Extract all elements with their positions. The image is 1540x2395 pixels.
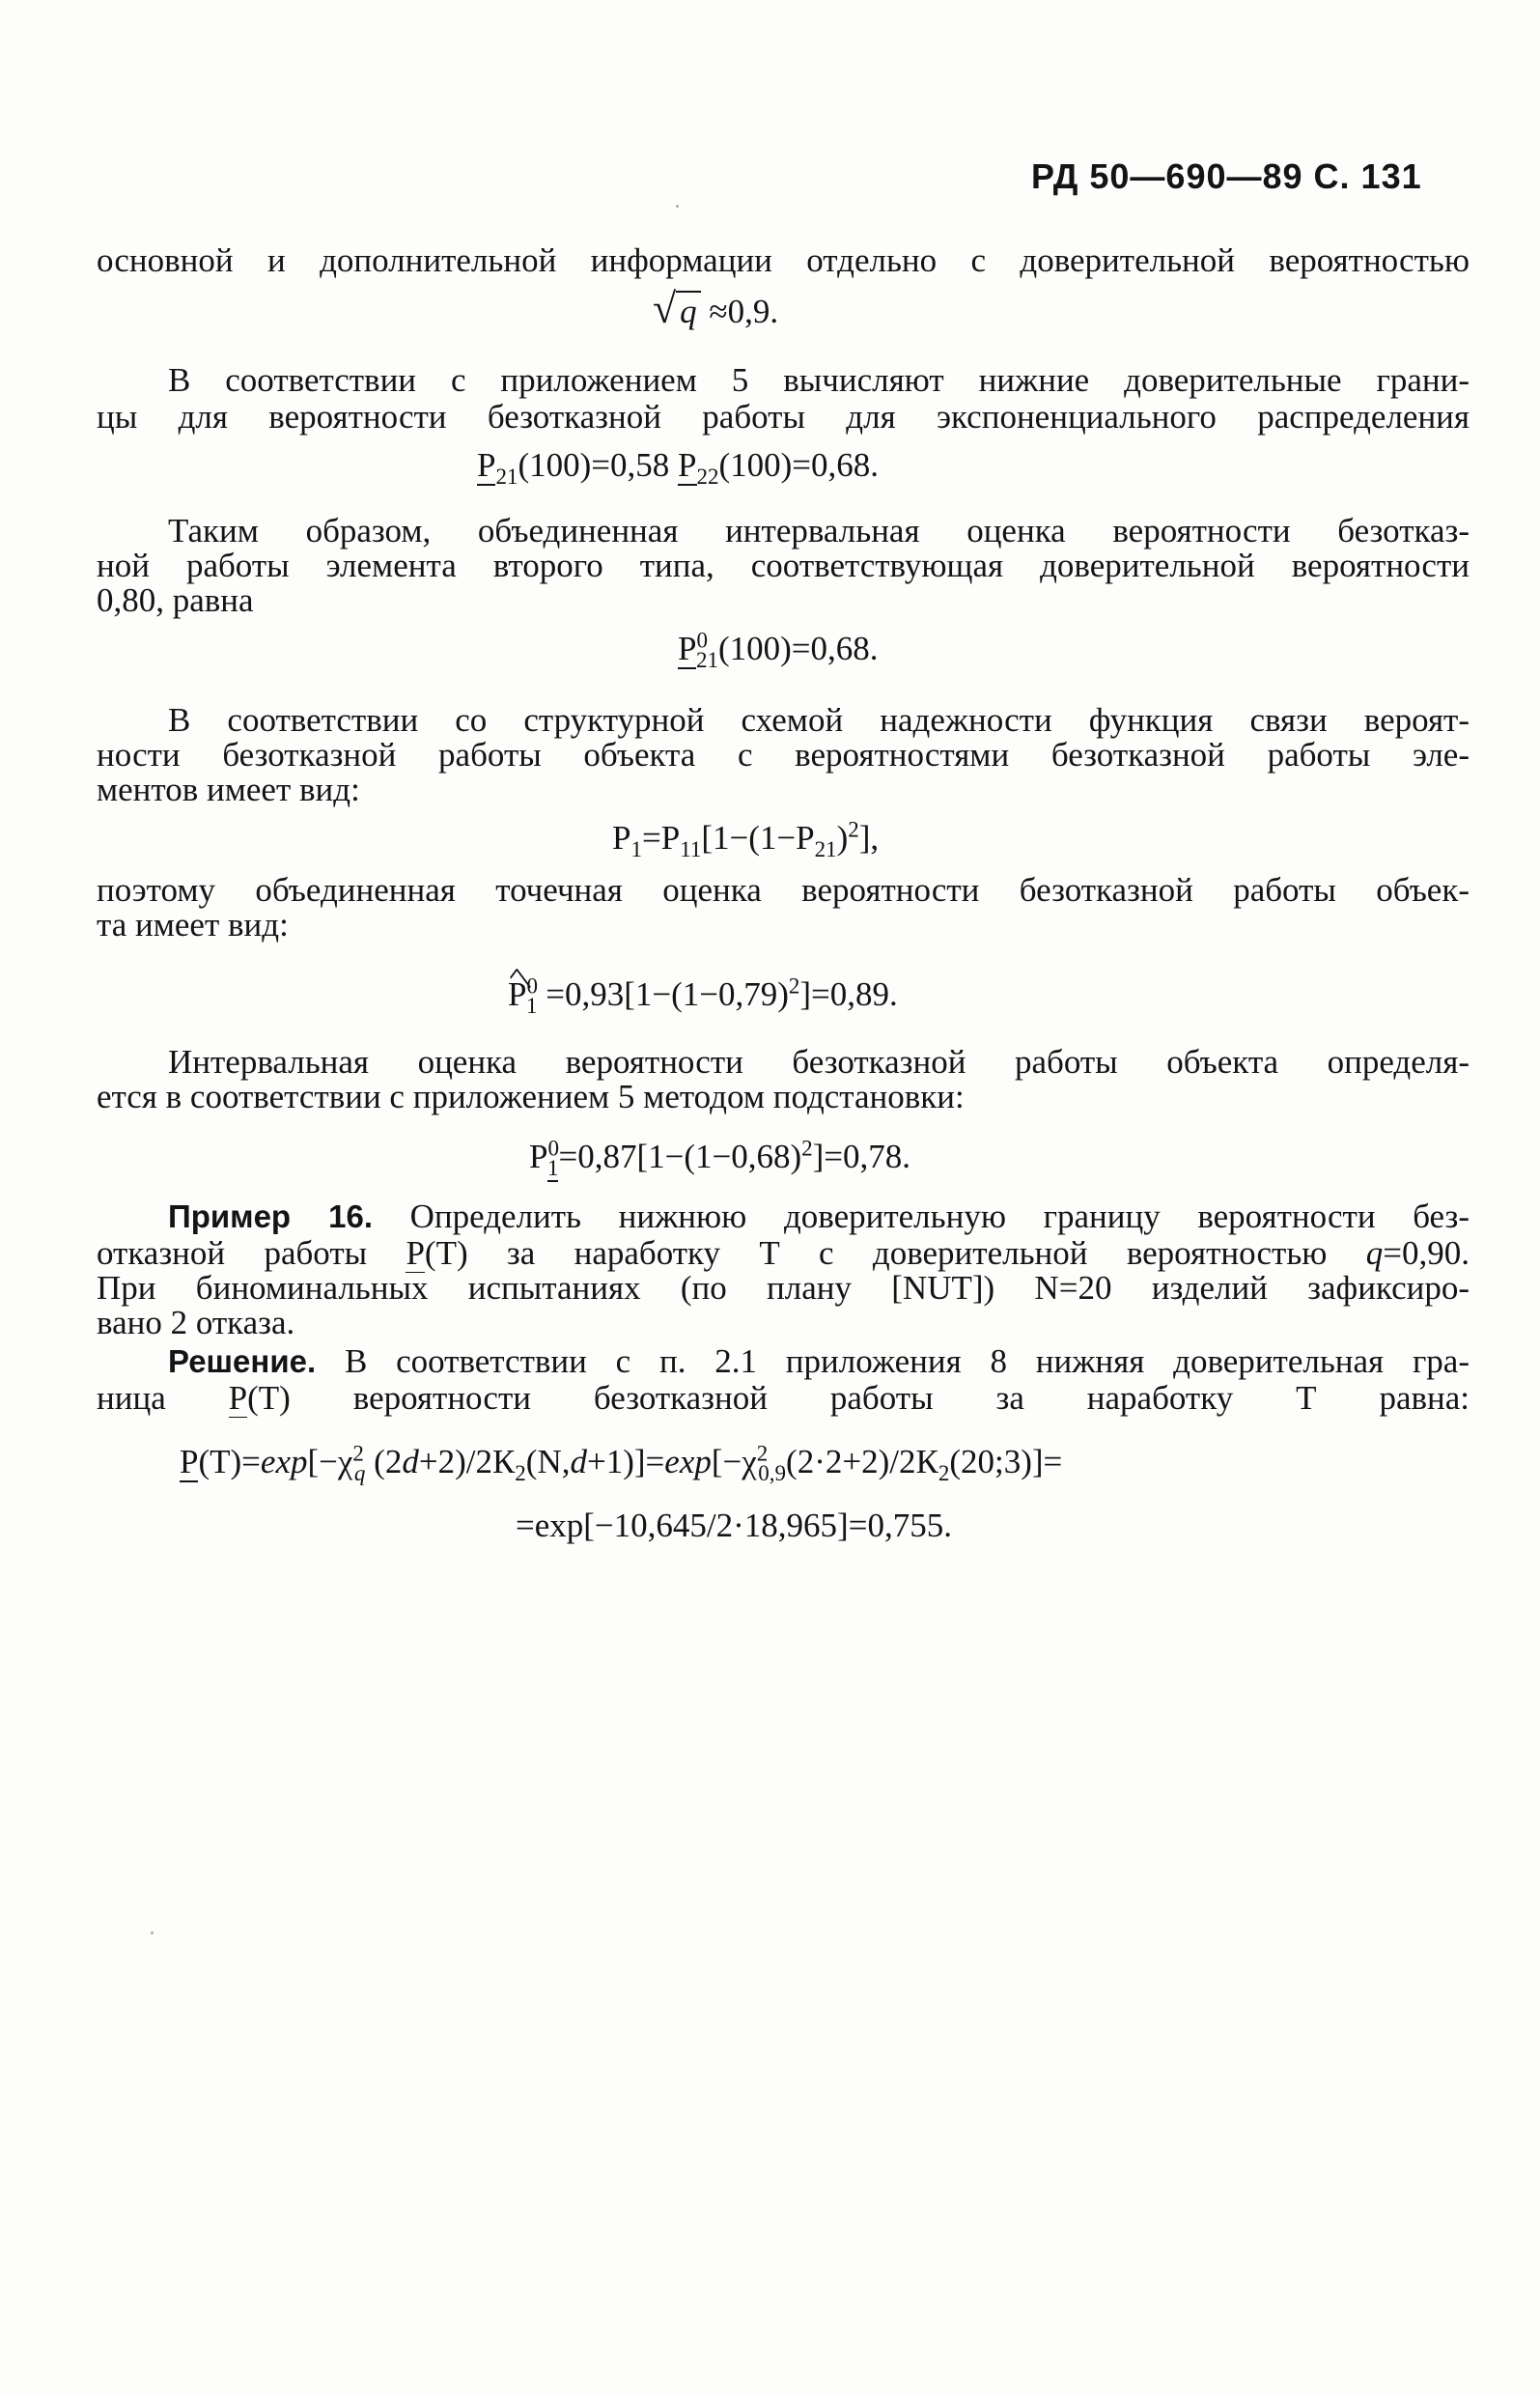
formula-sqrt-q: √ q ≈0,9. (653, 285, 779, 332)
formula-p21-combined: $Р^0_{21}(100)=0,68$. (678, 628, 879, 672)
text-line: Таким образом, объединенная интервальная оценка вероятности безотказ- (168, 512, 1470, 549)
text-line: 0,80, равна (97, 581, 254, 619)
formula-result: =exp[−10,645/2·18,965]=0,755. (516, 1507, 952, 1544)
scan-speck (151, 1931, 154, 1934)
text-line: В соответствии с приложением 5 вычисляют нижние доверительные грани- (168, 361, 1470, 399)
formula-point-estimate: $Р^0_1 =0,93[1-(1-0,79)^2]=0,89$. (508, 973, 898, 1018)
text-line: вано 2 отказа. (97, 1304, 295, 1341)
formula-structure: $Р_1=Р_{11}[1-(1-Р_{21})^2]$, (612, 817, 880, 861)
text-line: При биноминальных испытаниях (по плану [NUT]) N=20 изделий зафиксиро- (97, 1269, 1470, 1307)
text-line: цы для вероятности безотказной работы для экспоненциального распределения (97, 398, 1470, 436)
text-line: та имеет вид: (97, 906, 289, 944)
scan-speck (676, 205, 679, 208)
text-line: Интервальная оценка вероятности безотказной работы объекта определя- (168, 1043, 1470, 1081)
text-line: ментов имеет вид: (97, 771, 360, 808)
text-line: поэтому объединенная точечная оценка вероятности безотказной работы объек- (97, 871, 1470, 909)
formula-p21-p22: $Р_{21}(100)=0,58$ $Р_{22}(100)=0,68$. (477, 446, 880, 489)
example-label: Пример 16. (168, 1198, 374, 1234)
text-line: основной и дополнительной информации отдельно с доверительной вероятностью (97, 241, 1470, 279)
formula-lower-bound: $Р(Т)=\exp[-\chi^2_q$ $(2d+2)/2К_2(N,d+1)]=\exp[-\chi^2_{0,9}(2\cdot 2+2)/2К_2(20;3)]=$ (180, 1441, 1063, 1485)
text-line-example-16: Пример 16. Определить нижнюю доверительную границу вероятности без- (168, 1198, 1470, 1235)
text-line: ется в соответствии с приложением 5 методом подстановки: (97, 1078, 965, 1115)
page-header: РД 50—690—89 С. 131 (1031, 156, 1422, 196)
text-line-solution: Решение. В соответствии с п. 2.1 приложения 8 нижняя доверительная гра- (168, 1342, 1470, 1380)
text-line: ности безотказной работы объекта с вероятностями безотказной работы эле- (97, 736, 1470, 774)
solution-label: Решение. (168, 1343, 317, 1379)
text-line: ной работы элемента второго типа, соответствующая доверительной вероятности (97, 547, 1470, 584)
formula-interval-estimate: $Р^0_1=0,87[1-(1-0,68)^2]=0,78$. (529, 1136, 911, 1180)
text-line: отказной работы Р(Т) за наработку Т с доверительной вероятностью q=0,90. (97, 1234, 1470, 1272)
text-line: ница Р(Т) вероятности безотказной работы за наработку Т равна: (97, 1379, 1470, 1417)
text-line: В соответствии со структурной схемой надежности функция связи вероят- (168, 701, 1470, 739)
